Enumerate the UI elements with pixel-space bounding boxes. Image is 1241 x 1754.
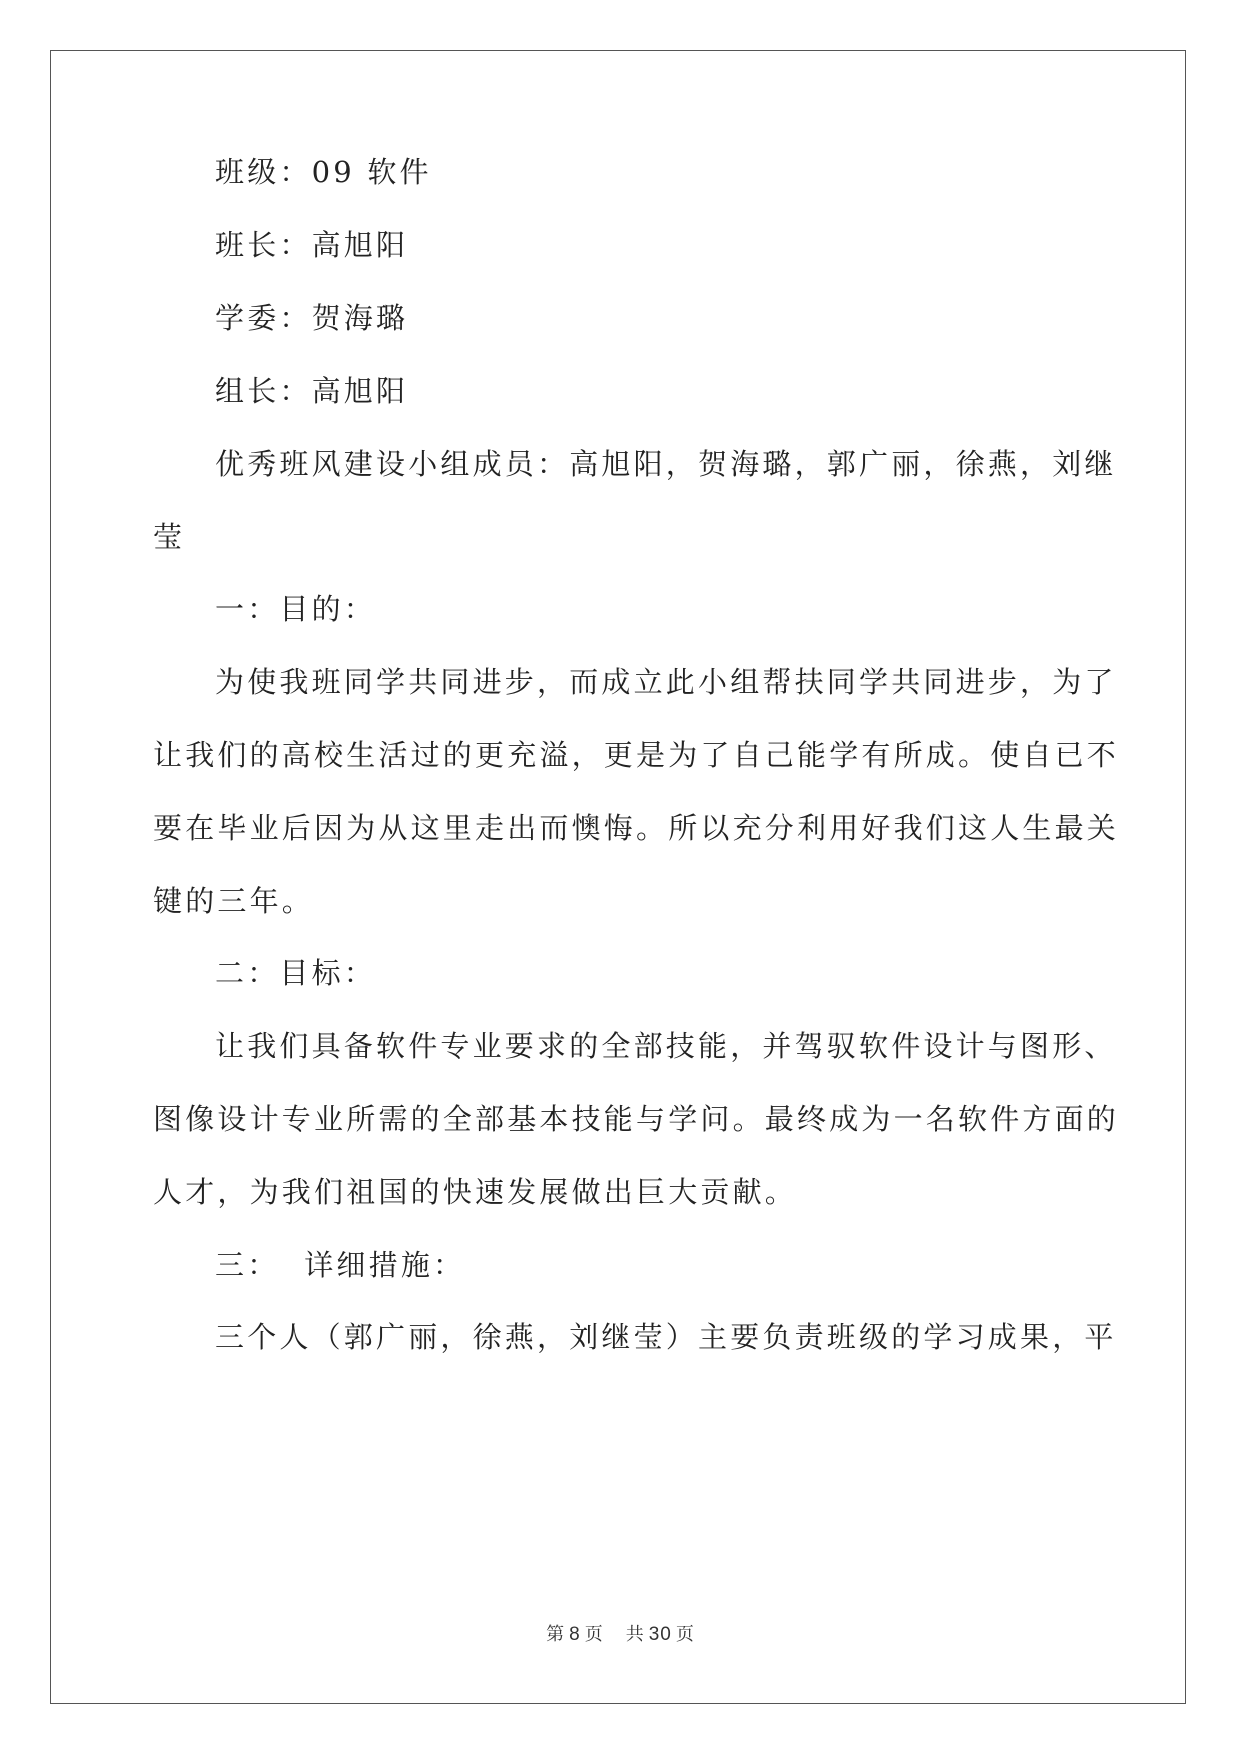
paragraph-purpose-line-3: 要在毕业后因为从这里走出而懊悔。所以充分利用好我们这人生最关 (153, 811, 1120, 845)
footer-total-pages: 30 (648, 1624, 672, 1645)
line-group-leader: 组长：高旭阳 (215, 374, 409, 408)
page-footer (0, 1620, 1241, 1646)
line-members: 优秀班风建设小组成员：高旭阳，贺海璐，郭广丽，徐燕，刘继 (215, 447, 1117, 481)
paragraph-measures-line-1: 三个人（郭广丽，徐燕，刘继莹）主要负责班级的学习成果，平 (215, 1320, 1117, 1354)
footer-prefix: 第 (546, 1624, 566, 1645)
heading-purpose: 一：目的： (215, 592, 377, 626)
footer-page-number: 8 (569, 1624, 581, 1645)
footer-page-suffix: 页 (584, 1624, 604, 1645)
line-class: 班级：09 软件 (215, 155, 432, 189)
heading-goal: 二：目标： (215, 956, 377, 990)
paragraph-purpose-line-4: 键的三年。 (153, 884, 315, 918)
paragraph-goal-line-2: 图像设计专业所需的全部基本技能与学问。最终成为一名软件方面的 (153, 1102, 1120, 1136)
line-members-cont: 莹 (153, 520, 186, 554)
heading-measures: 三： 详细措施： (215, 1248, 466, 1282)
line-study-committee: 学委：贺海璐 (215, 301, 409, 335)
paragraph-purpose-line-1: 为使我班同学共同进步，而成立此小组帮扶同学共同进步，为了 (215, 665, 1117, 699)
paragraph-goal-line-1: 让我们具备软件专业要求的全部技能，并驾驭软件设计与图形、 (215, 1029, 1117, 1063)
footer-total-prefix: 共 (625, 1624, 645, 1645)
footer-total-suffix: 页 (675, 1624, 695, 1645)
paragraph-goal-line-3: 人才，为我们祖国的快速发展做出巨大贡献。 (153, 1175, 798, 1209)
line-monitor: 班长：高旭阳 (215, 228, 409, 262)
paragraph-purpose-line-2: 让我们的高校生活过的更充溢，更是为了自己能学有所成。使自已不 (153, 738, 1120, 772)
